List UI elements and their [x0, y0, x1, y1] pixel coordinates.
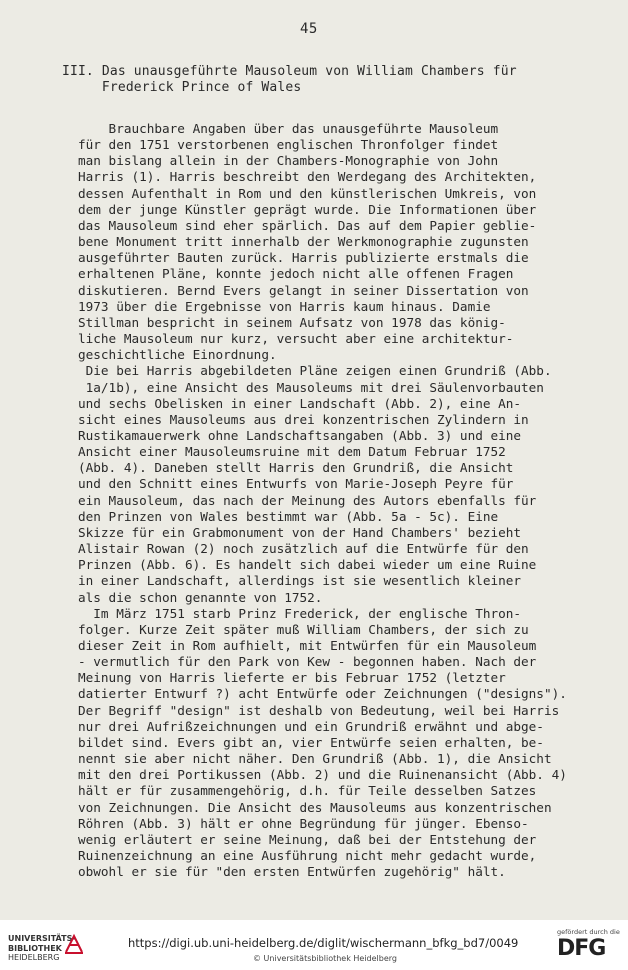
body-line: erhaltenen Pläne, konnte jedoch nicht alle offenen Fragen: [78, 266, 514, 282]
body-line: bildet sind. Evers gibt an, vier Entwürfe seien erhalten, be-: [78, 734, 544, 750]
body-line: mit den drei Portikussen (Abb. 2) und die Ruinenansicht (Abb. 4): [78, 767, 567, 783]
body-line: man bislang allein in der Chambers-Monographie von John: [78, 153, 499, 169]
body-line: Ruinenzeichnung an eine Ausführung nicht mehr gedacht wurde,: [78, 848, 537, 864]
body-line: Rustikamauerwerk ohne Landschaftsangaben (Abb. 3) und eine: [78, 427, 522, 443]
dfg-funder-logo[interactable]: [557, 928, 621, 962]
body-line: Alistair Rowan (2) noch zusätzlich auf die Entwürfe für den: [78, 541, 529, 557]
body-line: Die bei Harris abgebildeten Pläne zeigen einen Grundriß (Abb.: [78, 363, 552, 379]
body-line: dessen Aufenthalt in Rom und den künstlerischen Umkreis, von: [78, 185, 537, 201]
funder-note: gefördert durch die: [557, 928, 620, 936]
library-logo-line-2: BIBLIOTHEK: [8, 943, 62, 953]
body-line: den Prinzen von Wales bestimmt war (Abb. 5a - 5c). Eine: [78, 508, 499, 524]
body-line: Röhren (Abb. 3) hält er ohne Begründung für jünger. Ebenso-: [78, 815, 529, 831]
copyright-notice: © Universitätsbibliothek Heidelberg: [253, 954, 398, 963]
body-line: Meinung von Harris lieferte er bis Februar 1752 (letzter: [78, 670, 506, 686]
body-line: 1973 über die Ergebnisse von Harris kaum hinaus. Damie: [78, 298, 491, 314]
document-url-link[interactable]: https://digi.ub.uni-heidelberg.de/diglit/wischermann_bfkg_bd7/0049: [128, 936, 519, 950]
body-line: ausgeführter Bauten zurück. Harris publizierte erstmals die: [78, 250, 529, 266]
body-line: (Abb. 4). Daneben stellt Harris den Grundriß, die Ansicht: [78, 460, 514, 476]
body-line: hält er für zusammengehörig, d.h. für Teile desselben Satzes: [78, 783, 537, 799]
library-logo-line-1: UNIVERSITÄTS-: [8, 934, 76, 943]
dfg-logo-text: DFG: [557, 936, 606, 961]
body-line: 1a/1b), eine Ansicht des Mausoleums mit drei Säulenvorbauten: [78, 379, 544, 395]
body-line: folger. Kurze Zeit später muß William Chambers, der sich zu: [78, 621, 529, 637]
page-number: 45: [300, 21, 318, 37]
footer-bar: [0, 920, 628, 970]
chapter-heading: [62, 64, 517, 96]
body-line: ein Mausoleum, das nach der Meinung des Autors ebenfalls für: [78, 492, 537, 508]
body-line: diskutieren. Bernd Evers gelangt in seiner Dissertation von: [78, 282, 529, 298]
body-line: das Mausoleum sind eher spärlich. Das auf dem Papier geblie-: [78, 217, 537, 233]
body-line: Stillman bespricht in seinem Aufsatz von 1978 das könig-: [78, 314, 506, 330]
body-line: in einer Landschaft, allerdings ist sie wesentlich kleiner: [78, 573, 522, 589]
body-line: Skizze für ein Grabmonument von der Hand Chambers' bezieht: [78, 524, 522, 540]
body-line: für den 1751 verstorbenen englischen Thronfolger findet: [78, 137, 499, 153]
library-emblem-icon: [63, 933, 85, 955]
body-line: wenig erläutert er seine Meinung, daß bei der Entstehung der: [78, 831, 537, 847]
body-line: dieser Zeit in Rom aufhielt, mit Entwürfen für ein Mausoleum: [78, 638, 537, 653]
heading-line-1: III. Das unausgeführte Mausoleum von William Chambers für: [62, 64, 517, 79]
body-line: und den Schnitt eines Entwurfs von Marie-Joseph Peyre für: [78, 476, 514, 492]
body-line: als die schon genannte von 1752.: [78, 589, 323, 605]
body-line: von Zeichnungen. Die Ansicht des Mausoleums aus konzentrischen: [78, 799, 552, 815]
body-line: nennt sie aber nicht näher. Den Grundriß (Abb. 1), die Ansicht: [78, 751, 552, 767]
body-line: dem der junge Künstler geprägt wurde. Die Informationen über: [78, 201, 537, 217]
body-line: datierter Entwurf ?) acht Entwürfe oder Zeichnungen ("designs").: [78, 686, 567, 702]
body-line: und sechs Obelisken in einer Landschaft (Abb. 2), eine An-: [78, 395, 522, 411]
body-line: nur drei Aufrißzeichnungen und ein Grundriß erwähnt und abge-: [78, 718, 544, 734]
body-text: [78, 121, 567, 880]
body-line: geschichtliche Einordnung.: [78, 347, 277, 363]
body-line: Prinzen (Abb. 6). Es handelt sich dabei wieder um eine Ruine: [78, 557, 537, 573]
library-logo-line-3: HEIDELBERG: [8, 953, 60, 962]
body-line: obwohl er sie für "den ersten Entwürfen zugehörig" hält.: [78, 864, 506, 880]
body-line: Ansicht einer Mausoleumsruine mit dem Datum Februar 1752: [78, 444, 506, 460]
body-line: sicht eines Mausoleums aus drei konzentrischen Zylindern in: [78, 411, 529, 427]
body-line: Harris (1). Harris beschreibt den Werdegang des Architekten,: [78, 169, 537, 185]
body-line: - vermutlich für den Park von Kew - begonnen haben. Nach der: [78, 654, 537, 670]
body-line: liche Mausoleum nur kurz, versucht aber eine architektur-: [78, 331, 514, 347]
body-line: Der Begriff "design" ist deshalb von Bedeutung, weil bei Harris: [78, 702, 560, 718]
heading-line-2: Frederick Prince of Wales: [62, 79, 302, 95]
body-line: bene Monument tritt innerhalb der Werkmonographie zugunsten: [78, 234, 529, 250]
body-line: Brauchbare Angaben über das unausgeführte Mausoleum: [78, 121, 499, 136]
body-line: Im März 1751 starb Prinz Frederick, der englische Thron-: [78, 605, 522, 621]
